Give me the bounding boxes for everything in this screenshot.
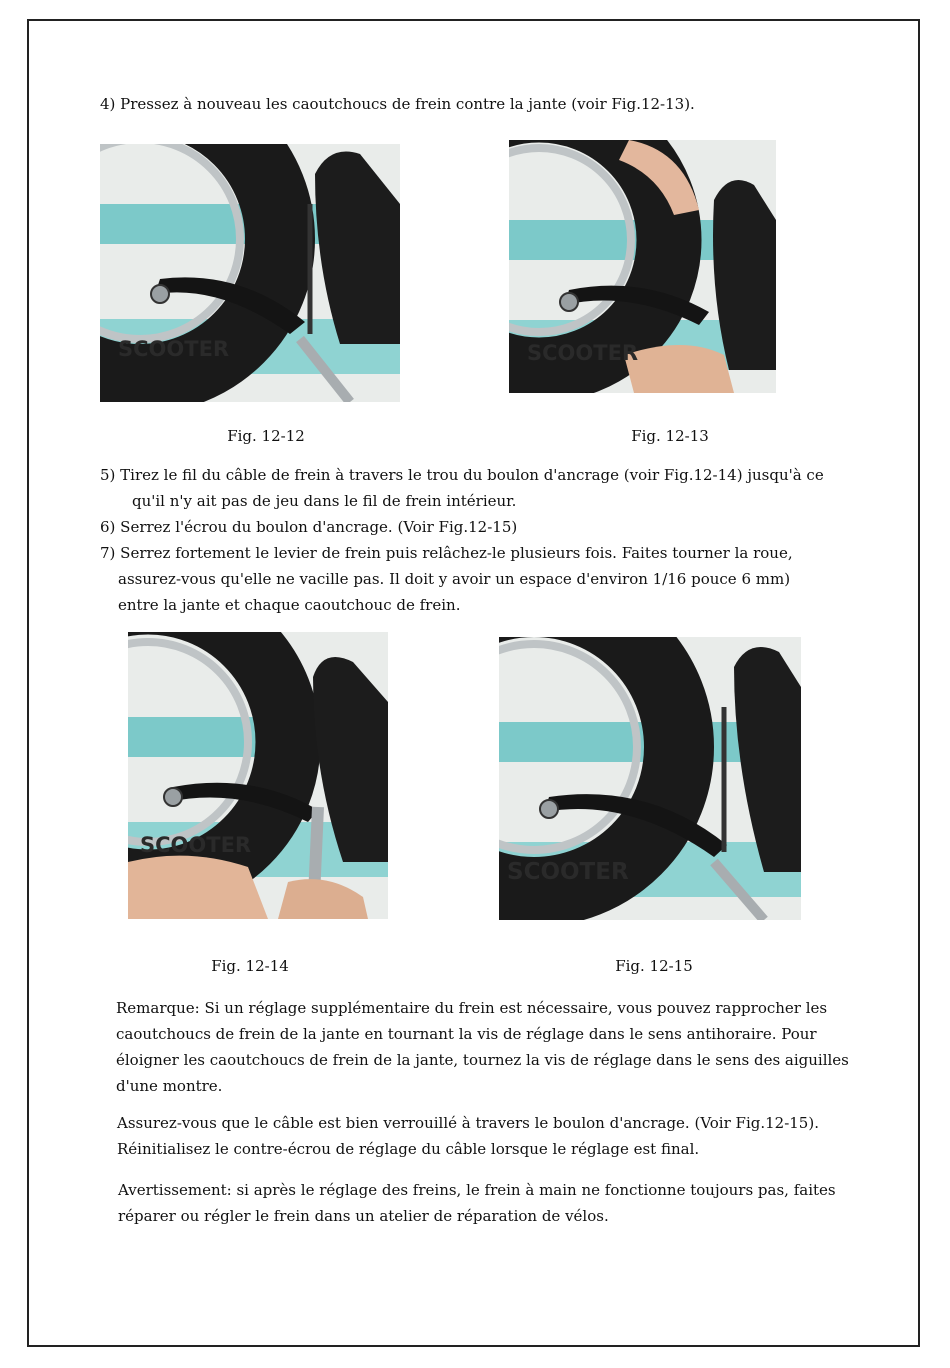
remark-line-4: d'une montre. <box>116 1077 223 1095</box>
figure-12-12-photo <box>100 144 400 402</box>
step-7-line-3: entre la jante et chaque caoutchouc de frein. <box>118 596 461 614</box>
remark-line-2: caoutchoucs de frein de la jante en tournant la vis de réglage dans le sens antihoraire. Pour <box>116 1025 817 1043</box>
figure-12-14-caption: Fig. 12-14 <box>211 957 289 975</box>
cable-note-line-1: Assurez-vous que le câble est bien verrouillé à travers le boulon d'ancrage. (Voir Fig.12-15). <box>117 1114 819 1132</box>
figure-12-13-caption: Fig. 12-13 <box>631 427 709 445</box>
warning-line-2: réparer ou régler le frein dans un atelier de réparation de vélos. <box>118 1207 609 1225</box>
remark-line-3: éloigner les caoutchoucs de frein de la jante, tournez la vis de réglage dans le sens des aiguilles <box>116 1051 849 1069</box>
step-4-text: 4) Pressez à nouveau les caoutchoucs de frein contre la jante (voir Fig.12-13). <box>100 95 695 113</box>
warning-line-1: Avertissement: si après le réglage des freins, le frein à main ne fonctionne toujours pas, faites <box>118 1181 836 1199</box>
figure-12-15-caption: Fig. 12-15 <box>615 957 693 975</box>
figure-12-13-scooter-label: SCOOTER <box>527 341 639 365</box>
cable-note-line-2: Réinitialisez le contre-écrou de réglage du câble lorsque le réglage est final. <box>117 1140 700 1158</box>
step-7-line-2: assurez-vous qu'elle ne vacille pas. Il doit y avoir un espace d'environ 1/16 pouce 6 mm) <box>118 570 791 588</box>
figure-12-14-photo <box>128 632 388 919</box>
figure-12-12-caption: Fig. 12-12 <box>227 427 305 445</box>
figure-12-15-photo <box>499 637 801 920</box>
step-6-text: 6) Serrez l'écrou du boulon d'ancrage. (Voir Fig.12-15) <box>100 518 518 536</box>
step-5-line-1: 5) Tirez le fil du câble de frein à travers le trou du boulon d'ancrage (voir Fig.12-14) jusqu'à ce <box>100 466 824 484</box>
step-7-line-1: 7) Serrez fortement le levier de frein puis relâchez-le plusieurs fois. Faites tourner la roue, <box>100 544 793 562</box>
figure-12-12-scooter-label: SCOOTER <box>118 337 230 361</box>
step-5-line-2: qu'il n'y ait pas de jeu dans le fil de frein intérieur. <box>132 492 517 510</box>
remark-line-1: Remarque: Si un réglage supplémentaire du frein est nécessaire, vous pouvez rapprocher les <box>116 999 828 1017</box>
figure-12-15-scooter-label: SCOOTER <box>507 859 629 885</box>
figure-12-13-photo <box>509 140 776 393</box>
figure-12-14-scooter-label: SCOOTER <box>140 833 252 857</box>
